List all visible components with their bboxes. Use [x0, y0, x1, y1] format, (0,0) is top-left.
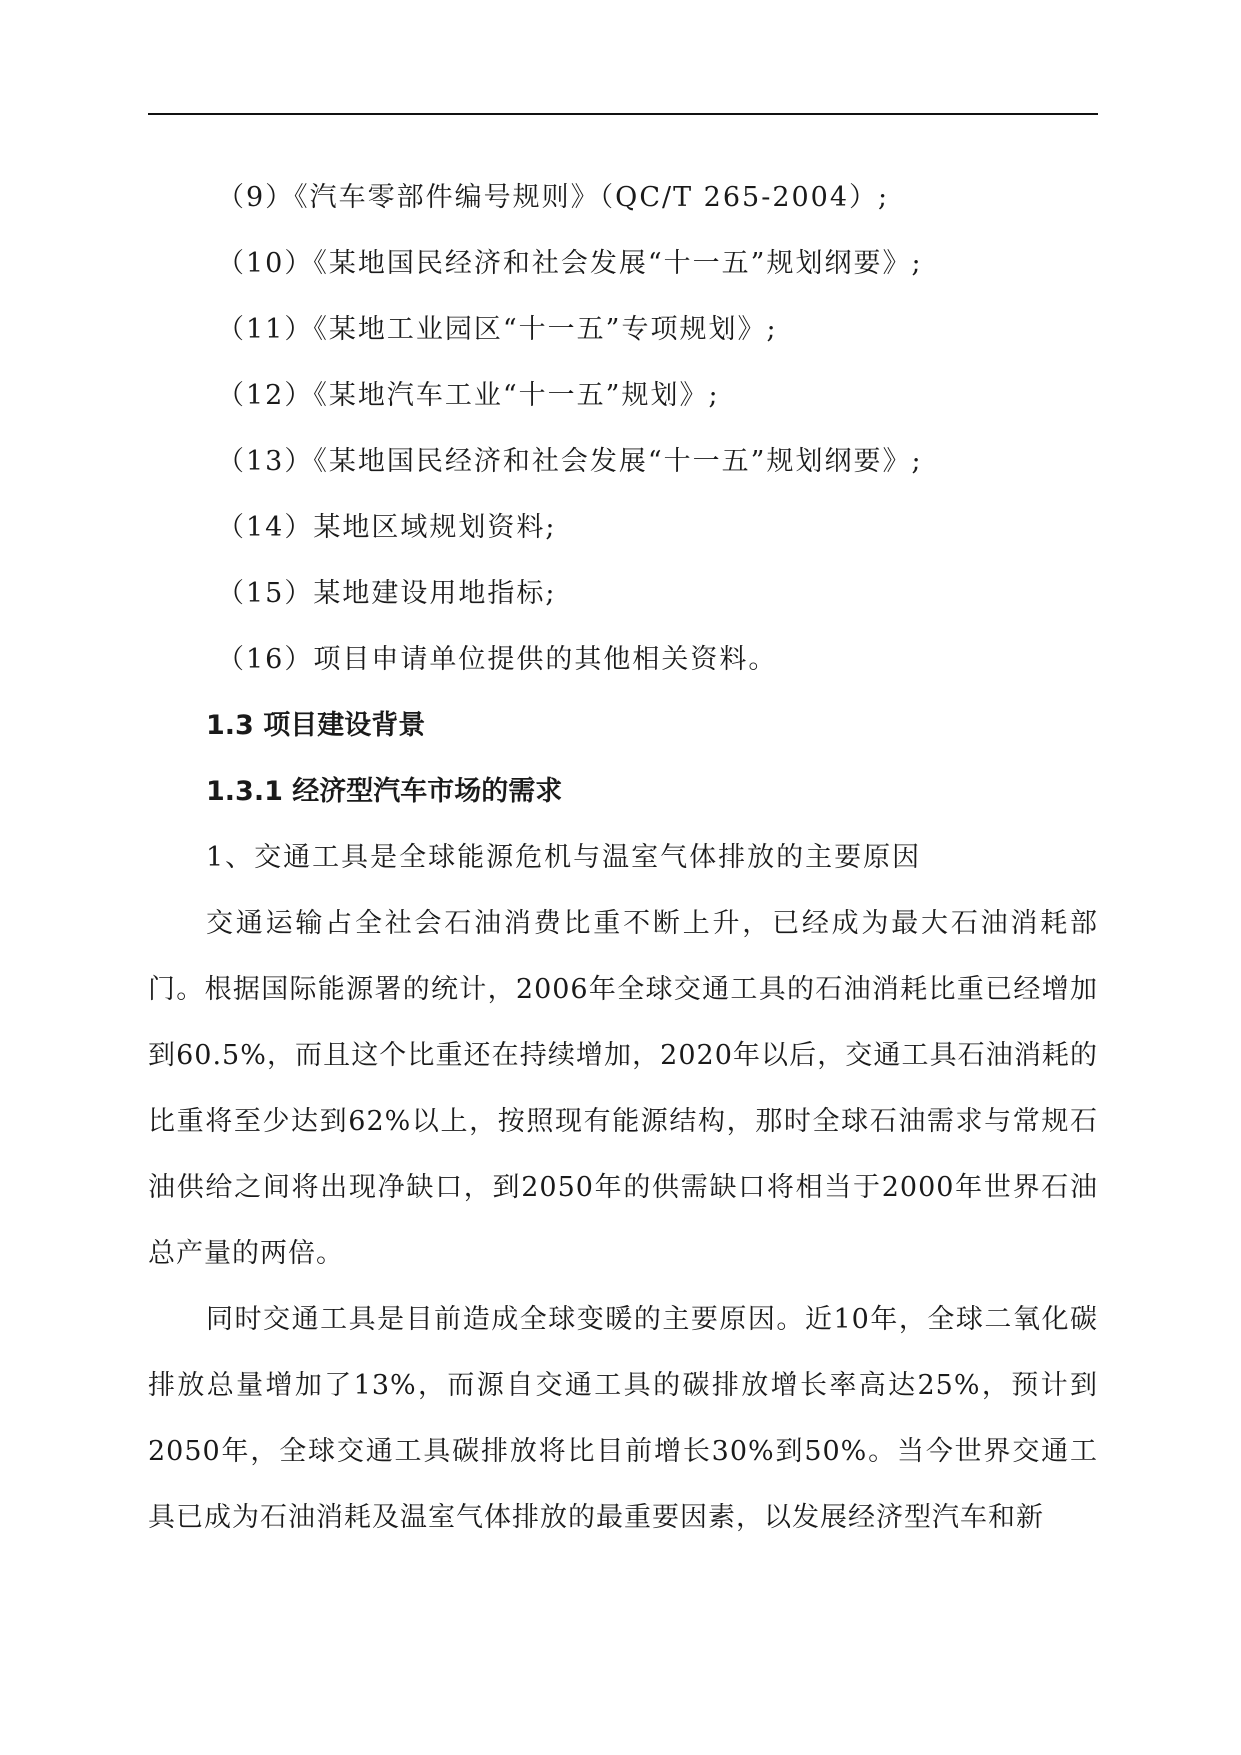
reference-item: （14）某地区域规划资料;	[217, 512, 557, 543]
reference-item: （15）某地建设用地指标;	[217, 578, 557, 609]
reference-item: （16）项目申请单位提供的其他相关资料。	[217, 644, 778, 675]
body-paragraph: 同时交通工具是目前造成全球变暖的主要原因。近10年，全球二氧化碳排放总量增加了13%，而源自交通工具的碳排放增长率高达25%，预计到2050年，全球交通工具碳排放将比目前增长30%到50%。当今世界交通工具已成为石油消耗及温室气体排放的最重要因素，以发展经济型汽车和新	[148, 1304, 1098, 1533]
reference-item: （10）《某地国民经济和社会发展“十一五”规划纲要》;	[217, 248, 923, 279]
page-content	[148, 165, 1098, 1551]
reference-item: （13）《某地国民经济和社会发展“十一五”规划纲要》;	[217, 446, 923, 477]
reference-item: （12）《某地汽车工业“十一五”规划》;	[217, 380, 720, 411]
point-title: 1、交通工具是全球能源危机与温室气体排放的主要原因	[206, 842, 922, 873]
reference-item: （9）《汽车零部件编号规则》（QC/T 265-2004）;	[217, 182, 890, 213]
subsection-heading: 1.3.1 经济型汽车市场的需求	[206, 776, 563, 807]
body-paragraph: 交通运输占全社会石油消费比重不断上升，已经成为最大石油消耗部门。根据国际能源署的统计，2006年全球交通工具的石油消耗比重已经增加到60.5%，而且这个比重还在持续增加，2020年以后，交通工具石油消耗的比重将至少达到62%以上，按照现有能源结构，那时全球石油需求与常规石油供给之间将出现净缺口，到2050年的供需缺口将相当于2000年世界石油总产量的两倍。	[148, 908, 1098, 1269]
section-heading: 1.3 项目建设背景	[206, 710, 426, 741]
header-rule	[148, 113, 1098, 115]
reference-item: （11）《某地工业园区“十一五”专项规划》;	[217, 314, 778, 345]
